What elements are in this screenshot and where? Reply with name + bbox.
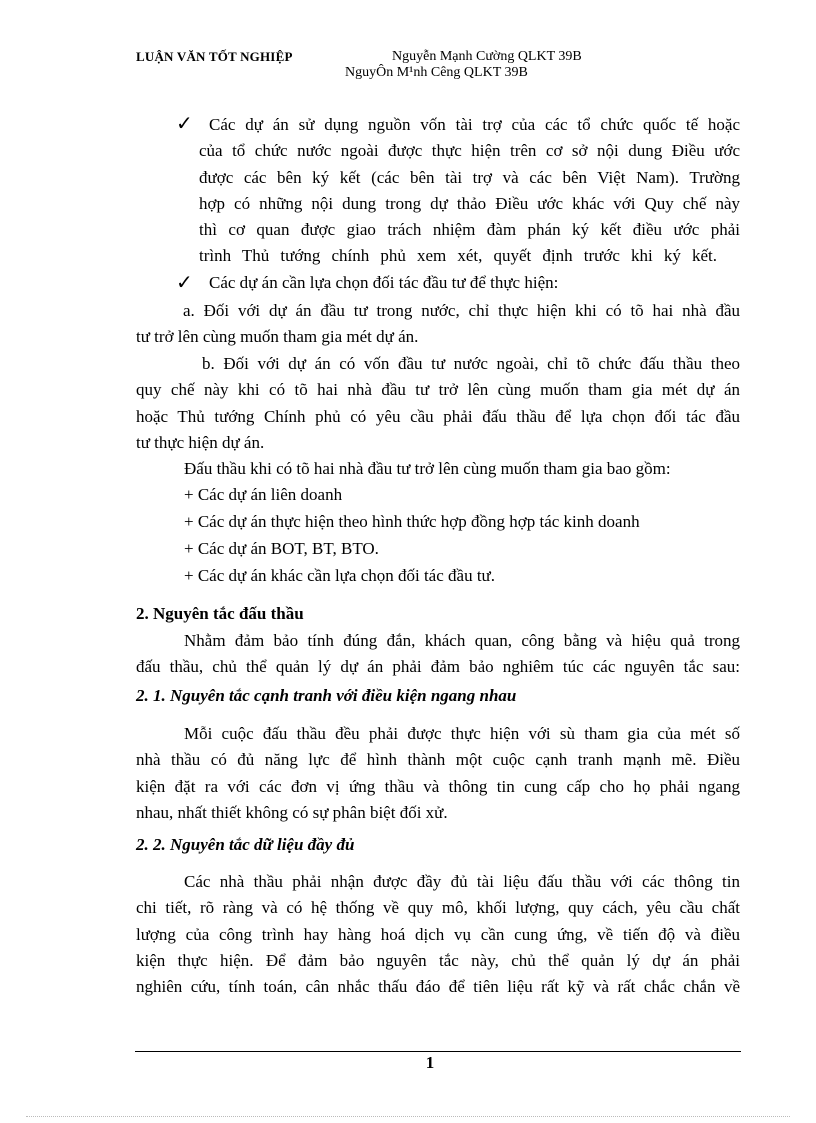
text-line: Nhằm đảm bảo tính đúng đắn, khách quan, công bằng và hiệu quả trong: [184, 631, 740, 650]
section-heading-2-2: 2. 2. Nguyên tắc dữ liệu đầy đủ: [136, 835, 355, 854]
text-line: được các bên ký kết (các bên tài trợ và các bên Việt Nam). Trường: [199, 167, 740, 187]
section-heading-2: 2. Nguyên tắc đấu thầu: [136, 604, 304, 623]
text-line: nhau, nhất thiết không có sự phân biệt đối xử.: [136, 802, 448, 822]
paragraph-b: [136, 351, 740, 456]
text-line: lượng của công trình hay hàng hoá dịch vụ cần cung ứng, về tiến độ và điều: [136, 924, 740, 944]
page-bottom-dotted-border: [26, 1116, 790, 1117]
text-line: tư trở lên cùng muốn tham gia mét dự án.: [136, 327, 419, 347]
section-2-intro: [136, 628, 740, 681]
checkmark-icon: ✓: [176, 113, 193, 135]
text-line: b. Đối với dự án có vốn đầu tư nước ngoài, chỉ tõ chức đấu thầu theo: [202, 354, 740, 373]
text-line: kiện đặt ra với các đơn vị ứng thầu và thông tin cung cấp cho họ phải ngang: [136, 776, 740, 796]
text-line: hoặc Thủ tướng Chính phủ có yêu cầu phải đấu thầu để lựa chọn đối tác đầu: [136, 406, 740, 426]
list-item: + Các dự án liên doanh: [184, 485, 343, 504]
section-2-1-body: [136, 721, 740, 826]
bullet-item-2: Các dự án cần lựa chọn đối tác đầu tư để thực hiện:: [209, 273, 559, 292]
text-line: trình Thủ tướng chính phủ xem xét, quyết định trước khi ký kết.: [199, 246, 717, 266]
list-item: + Các dự án khác cần lựa chọn đối tác đầu tư.: [184, 566, 496, 585]
running-header-title: LUẬN VĂN TỐT NGHIỆP: [136, 49, 293, 64]
text-line: hợp có những nội dung trong dự thảo Điều ước khác với Quy chế này: [199, 193, 740, 213]
text-line: Các nhà thầu phải nhận được đầy đủ tài liệu đấu thầu với các thông tin: [184, 872, 740, 891]
section-2-2-body: [136, 869, 740, 1000]
running-header-author: Nguyễn Mạnh Cường QLKT 39B: [392, 49, 582, 64]
paragraph-a: [136, 298, 740, 351]
text-line: kiện thực hiện. Để đảm bảo nguyên tắc này, chủ thể quản lý dự án phải: [136, 950, 740, 970]
text-line: Mỗi cuộc đấu thầu đều phải được thực hiện với sù tham gia của mét số: [184, 724, 740, 743]
page-number: 1: [425, 1053, 435, 1072]
text-line: Các dự án sử dụng nguồn vốn tài trợ của các tổ chức quốc tế hoặc: [209, 115, 740, 134]
checkmark-icon: ✓: [176, 272, 193, 294]
bullet-item-1: [199, 112, 740, 270]
text-line: quy chế này khi có tõ hai nhà đầu tư trở lên cùng muốn tham gia mét dự án: [136, 380, 740, 400]
text-line: đấu thầu, chủ thể quản lý dự án phải đảm bảo nghiêm túc các nguyên tắc sau:: [136, 657, 740, 677]
section-heading-2-1: 2. 1. Nguyên tắc cạnh tranh với điều kiện ngang nhau: [136, 686, 517, 705]
text-line: thì cơ quan được giao trách nhiệm đàm phán ký kết điều ước phải: [199, 220, 740, 240]
paragraph-c: Đấu thầu khi có tõ hai nhà đầu tư trở lên cùng muốn tham gia bao gồm:: [184, 459, 671, 478]
text-line: tư thực hiện dự án.: [136, 432, 265, 452]
text-line: của tổ chức nước ngoài được thực hiện trên cơ sở nội dung Điều ước: [199, 141, 740, 161]
text-line: nghiên cứu, tính toán, cân nhắc thấu đáo để tiên liệu rất kỹ và rất chắc chắn về: [136, 977, 740, 997]
text-line: nhà thầu có đủ năng lực để hình thành một cuộc cạnh tranh mạnh mẽ. Điều: [136, 750, 740, 770]
text-line: chi tiết, rõ ràng và có hệ thống về quy mô, khối lượng, quy cách, yêu cầu chất: [136, 898, 740, 918]
list-item: + Các dự án thực hiện theo hình thức hợp đồng hợp tác kinh doanh: [184, 512, 640, 531]
text-line: a. Đối với dự án đầu tư trong nước, chỉ thực hiện khi có tõ hai nhà đầu: [183, 301, 740, 320]
list-item: + Các dự án BOT, BT, BTO.: [184, 539, 379, 558]
running-header-author-garbled: NguyÔn M¹nh Cêng QLKT 39B: [345, 65, 528, 80]
footer-divider: [135, 1051, 741, 1052]
